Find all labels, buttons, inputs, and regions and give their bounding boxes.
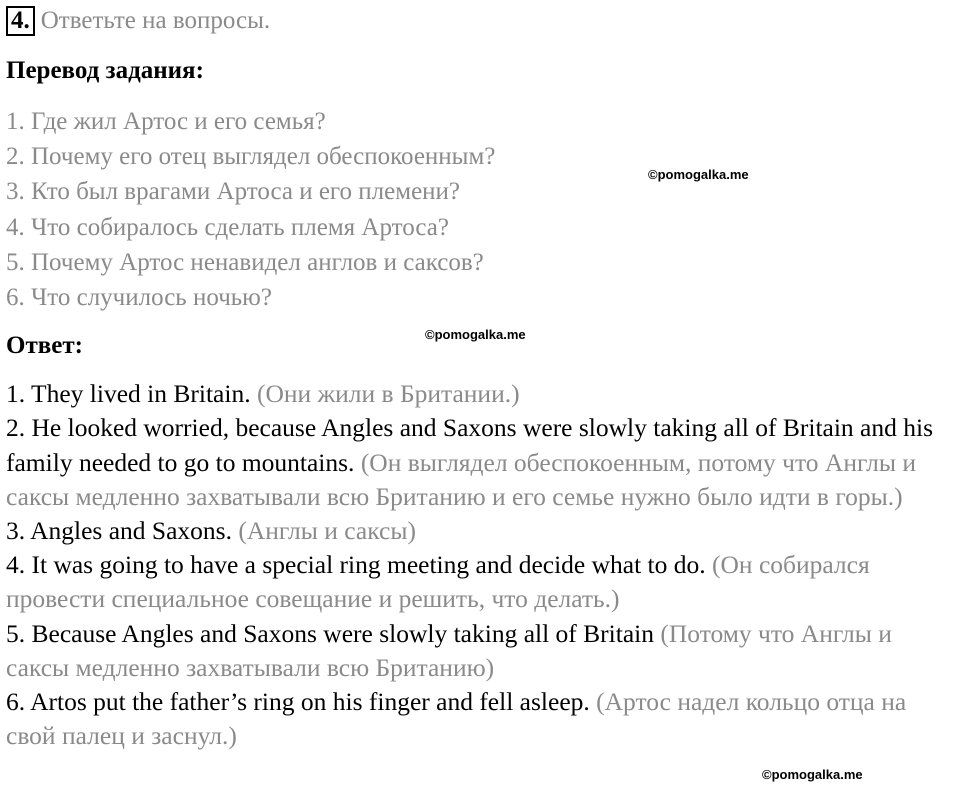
answer-english: 4. It was going to have a special ring meeting and decide what to do. xyxy=(6,550,706,580)
answer-russian: (Англы и саксы) xyxy=(238,516,416,546)
task-number-box: 4. xyxy=(6,6,35,36)
answer-russian: (Он выглядел обеспокоенным, потому что Англы и саксы медленно захватывали всю Британию и его семье нужно было идти в горы.) xyxy=(6,447,917,511)
question-item: 6. Что случилось ночью? xyxy=(6,284,272,312)
answer-item xyxy=(6,514,956,548)
answer-english: 6. Artos put the father’s ring on his finger and fell asleep. xyxy=(6,687,590,717)
answer-russian: (Он собирался провести специальное совещание и решить, что делать.) xyxy=(6,550,870,614)
question-item: 3. Кто был врагами Артоса и его племени? xyxy=(6,178,461,206)
question-item: 5. Почему Артос ненавидел англов и саксов? xyxy=(6,248,484,276)
answer-heading: Ответ: xyxy=(6,332,83,360)
answer-english: 1. They lived in Britain. xyxy=(6,379,251,409)
watermark: ©pomogalka.me xyxy=(425,327,526,342)
question-item: 1. Где жил Артос и его семья? xyxy=(6,108,326,135)
answer-item xyxy=(6,411,956,514)
answer-item xyxy=(6,377,956,411)
answer-russian: (Потому что Англы и саксы медленно захватывали всю Британию) xyxy=(6,618,892,682)
task-instruction: Ответьте на вопросы. xyxy=(40,7,271,34)
translated-questions-list xyxy=(6,104,956,315)
task-header xyxy=(6,4,956,38)
answer-english: 3. Angles and Saxons. xyxy=(6,516,232,546)
watermark: ©pomogalka.me xyxy=(648,167,749,182)
translation-heading: Перевод задания: xyxy=(6,57,204,84)
answer-item xyxy=(6,685,956,753)
watermark: ©pomogalka.me xyxy=(762,767,863,782)
answer-english: 5. Because Angles and Saxons were slowly taking all of Britain xyxy=(6,618,654,648)
answer-russian: (Артос надел кольцо отца на свой палец и заснул.) xyxy=(6,687,907,751)
answer-russian: (Они жили в Британии.) xyxy=(256,379,520,409)
answer-item xyxy=(6,617,956,685)
answers-list xyxy=(6,377,956,753)
answer-english: 2. He looked worried, because Angles and Saxons were slowly taking all of Britain and his family needed to go to mountains. xyxy=(6,413,934,477)
exercise-page xyxy=(6,4,956,753)
question-item: 2. Почему его отец выглядел обеспокоенным? xyxy=(6,143,496,171)
question-item: 4. Что собиралось сделать племя Артоса? xyxy=(6,213,449,241)
answer-item xyxy=(6,548,956,616)
